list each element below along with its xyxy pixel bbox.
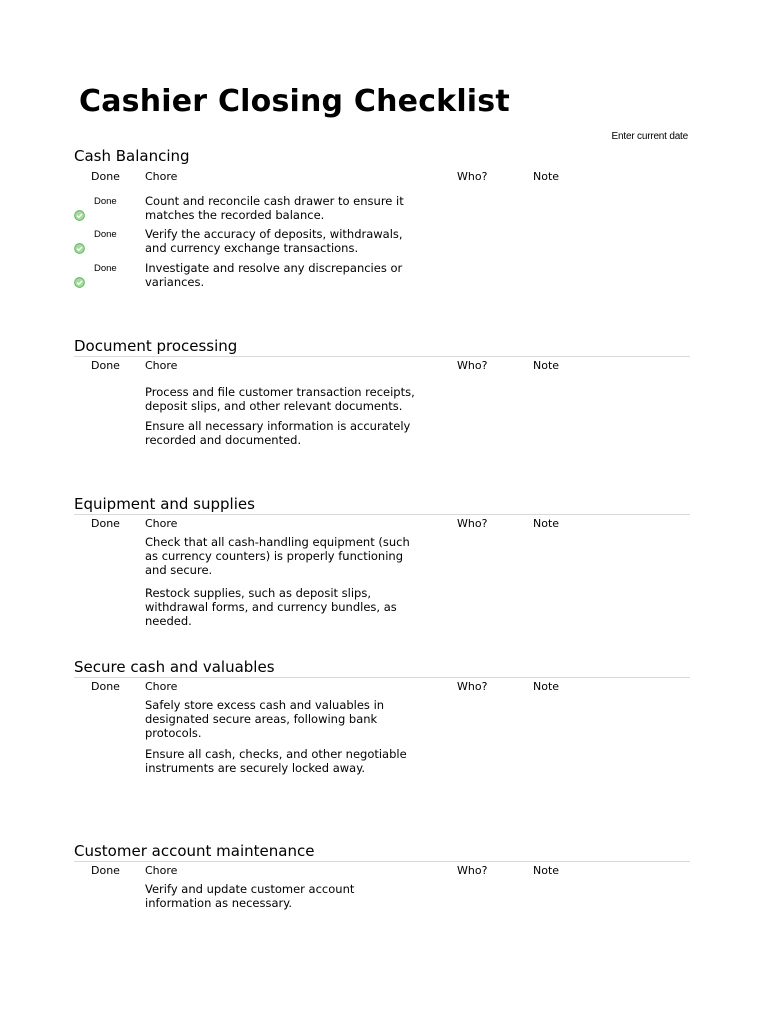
chore-text: Verify and update customer account information as necessary.: [145, 882, 355, 910]
done-checkbox[interactable]: [74, 535, 134, 586]
task-row: [74, 586, 690, 630]
column-header-note: Note: [533, 864, 560, 877]
chore-text: Ensure all cash, checks, and other negotiable instruments are securely locked away.: [145, 747, 407, 775]
chore-text: Check that all cash-handling equipment (such as currency counters) is properly functioning and secure.: [145, 535, 410, 577]
column-header-note: Note: [533, 517, 560, 530]
section-title: Document processing: [74, 337, 690, 357]
column-header-row: [74, 864, 690, 882]
done-checkbox[interactable]: [74, 227, 134, 261]
done-checkbox[interactable]: [74, 194, 134, 227]
task-row: [74, 261, 690, 295]
column-header-who: Who?: [457, 359, 488, 372]
chore-text: Count and reconcile cash drawer to ensure it matches the recorded balance.: [145, 194, 404, 222]
column-header-row: [74, 359, 690, 377]
task-row: [74, 385, 690, 419]
done-label: Done: [94, 196, 117, 207]
task-row: [74, 194, 690, 227]
section-document-processing: [74, 337, 690, 453]
chore-text: Safely store excess cash and valuables in designated secure areas, following bank protocols.: [145, 698, 385, 740]
column-header-note: Note: [533, 359, 560, 372]
column-header-chore: Chore: [145, 517, 178, 530]
section-title: Secure cash and valuables: [74, 658, 690, 678]
done-checkbox[interactable]: [74, 419, 134, 453]
check-circle-icon: [74, 277, 85, 288]
done-checkbox[interactable]: [74, 385, 134, 419]
column-header-who: Who?: [457, 680, 488, 693]
section-secure-cash-and-valuables: [74, 658, 690, 781]
column-header-row: [74, 680, 690, 698]
column-header-row: [74, 170, 690, 188]
done-checkbox[interactable]: [74, 586, 134, 630]
section-title: Customer account maintenance: [74, 842, 690, 862]
column-header-note: Note: [533, 680, 560, 693]
done-label: Done: [94, 229, 117, 240]
column-header-done: Done: [91, 864, 120, 877]
task-row: [74, 882, 690, 916]
date-field[interactable]: Enter current date: [611, 131, 688, 142]
done-checkbox[interactable]: [74, 261, 134, 295]
section-title: Equipment and supplies: [74, 495, 690, 515]
page-title: Cashier Closing Checklist: [79, 84, 510, 119]
chore-text: Ensure all necessary information is accurately recorded and documented.: [145, 419, 411, 447]
task-row: [74, 747, 690, 781]
chore-text: Restock supplies, such as deposit slips, withdrawal forms, and currency bundles, as needed.: [145, 586, 397, 628]
done-checkbox[interactable]: [74, 882, 134, 916]
task-row: [74, 419, 690, 453]
column-header-done: Done: [91, 517, 120, 530]
column-header-chore: Chore: [145, 170, 178, 183]
check-circle-icon: [74, 243, 85, 254]
column-header-note: Note: [533, 170, 560, 183]
task-row: [74, 535, 690, 586]
column-header-done: Done: [91, 359, 120, 372]
done-checkbox[interactable]: [74, 698, 134, 747]
column-header-chore: Chore: [145, 680, 178, 693]
done-label: Done: [94, 263, 117, 274]
column-header-chore: Chore: [145, 359, 178, 372]
column-header-who: Who?: [457, 170, 488, 183]
column-header-who: Who?: [457, 864, 488, 877]
column-header-chore: Chore: [145, 864, 178, 877]
section-cash-balancing: [74, 147, 690, 295]
section-title: Cash Balancing: [74, 147, 190, 165]
check-circle-icon: [74, 210, 85, 221]
chore-text: Investigate and resolve any discrepancies or variances.: [145, 261, 403, 289]
done-checkbox[interactable]: [74, 747, 134, 781]
chore-text: Process and file customer transaction receipts, deposit slips, and other relevant documents.: [145, 385, 415, 413]
column-header-done: Done: [91, 680, 120, 693]
column-header-who: Who?: [457, 517, 488, 530]
task-row: [74, 698, 690, 747]
chore-text: Verify the accuracy of deposits, withdrawals, and currency exchange transactions.: [145, 227, 403, 255]
section-equipment-and-supplies: [74, 495, 690, 630]
column-header-done: Done: [91, 170, 120, 183]
column-header-row: [74, 517, 690, 535]
task-row: [74, 227, 690, 261]
section-customer-account-maintenance: [74, 842, 690, 916]
